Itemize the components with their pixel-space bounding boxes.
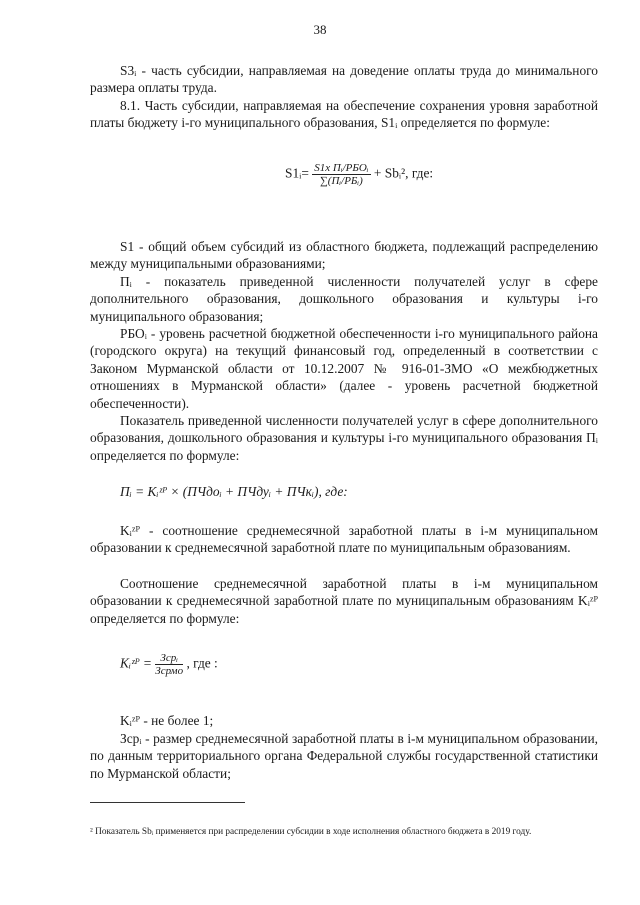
formula-s1-denominator: ∑(Пᵢ/РБᵢ) <box>319 175 363 187</box>
formula-k-lhs: Kᵢᶻᴾ = <box>120 655 152 671</box>
definition-s1: S1 - общий объем субсидий из областного бюджета, подлежащий распределению между муниципальными образованиями; <box>90 239 598 272</box>
formula-s1-numerator: S1x Пᵢ/РБОᵢ <box>314 162 369 174</box>
formula-k-numerator: Зсрᵢ <box>155 652 183 665</box>
formula-k-tail: , где : <box>186 655 218 671</box>
definition-rbo: РБОᵢ - уровень расчетной бюджетной обеспеченности i-го муниципального района (городского округа) на текущий финансовый год, определенный в соответствии с Законом Мурманской области от 10.12.2007 № 916-01-ЗМО «О межбюджетных отношениях в Мурманской области» (далее - уровень расчетной бюджетной обеспеченности). <box>90 326 598 411</box>
formula-k <box>120 652 218 677</box>
definition-p: Пᵢ - показатель приведенной численности получателей услуг в сфере дополнительного образования, дошкольного образования и культуры i-го муниципального образования; <box>90 274 598 324</box>
formula-k-denominator: Зсрмо <box>155 665 184 677</box>
formula-p: Пᵢ = Kᵢᶻᴾ × (ПЧдоᵢ + ПЧдуᵢ + ПЧкᵢ), где: <box>120 484 348 499</box>
definition-z: Зсрᵢ - размер среднемесячной заработной платы в i-м муниципальном образовании, по данным территориального органа Федеральной службы государственной статистики по Мурманской области; <box>90 731 598 781</box>
paragraph-k-intro: Соотношение среднемесячной заработной платы в i-м муниципальном образовании к среднемесячной заработной плате по муниципальным образованиям Kᵢᶻᴾ определяется по формуле: <box>90 576 598 626</box>
formula-k-fraction <box>155 652 183 677</box>
formula-s1-lhs: S1ᵢ= <box>285 165 309 181</box>
definition-k: Kᵢᶻᴾ - соотношение среднемесячной заработной платы в i-м муниципальном образовании к среднемесячной заработной плате по муниципальным образованиям. <box>90 523 598 556</box>
footnote: ² Показатель Sbᵢ применяется при распределении субсидии в ходе исполнения областного бюджета в 2019 году. <box>90 827 532 837</box>
formula-s1 <box>285 162 433 187</box>
formula-s1-fraction <box>312 162 370 187</box>
definition-k-limit: Kᵢᶻᴾ - не более 1; <box>120 713 214 728</box>
formula-s1-tail: + Sbᵢ², где: <box>373 165 434 181</box>
paragraph-8-1: 8.1. Часть субсидии, направляемая на обеспечение сохранения уровня заработной платы бюджету i-го муниципального образования, S1ᵢ определяется по формуле: <box>90 98 598 131</box>
page-number: 38 <box>313 22 327 37</box>
paragraph-s3: S3ᵢ - часть субсидии, направляемая на доведение оплаты труда до минимального размера оплаты труда. <box>90 63 598 96</box>
footnote-separator <box>90 802 245 803</box>
paragraph-p-intro: Показатель приведенной численности получателей услуг в сфере дополнительного образования, дошкольного образования и культуры i-го муниципального образования Пᵢ определяется по формуле: <box>90 413 598 463</box>
